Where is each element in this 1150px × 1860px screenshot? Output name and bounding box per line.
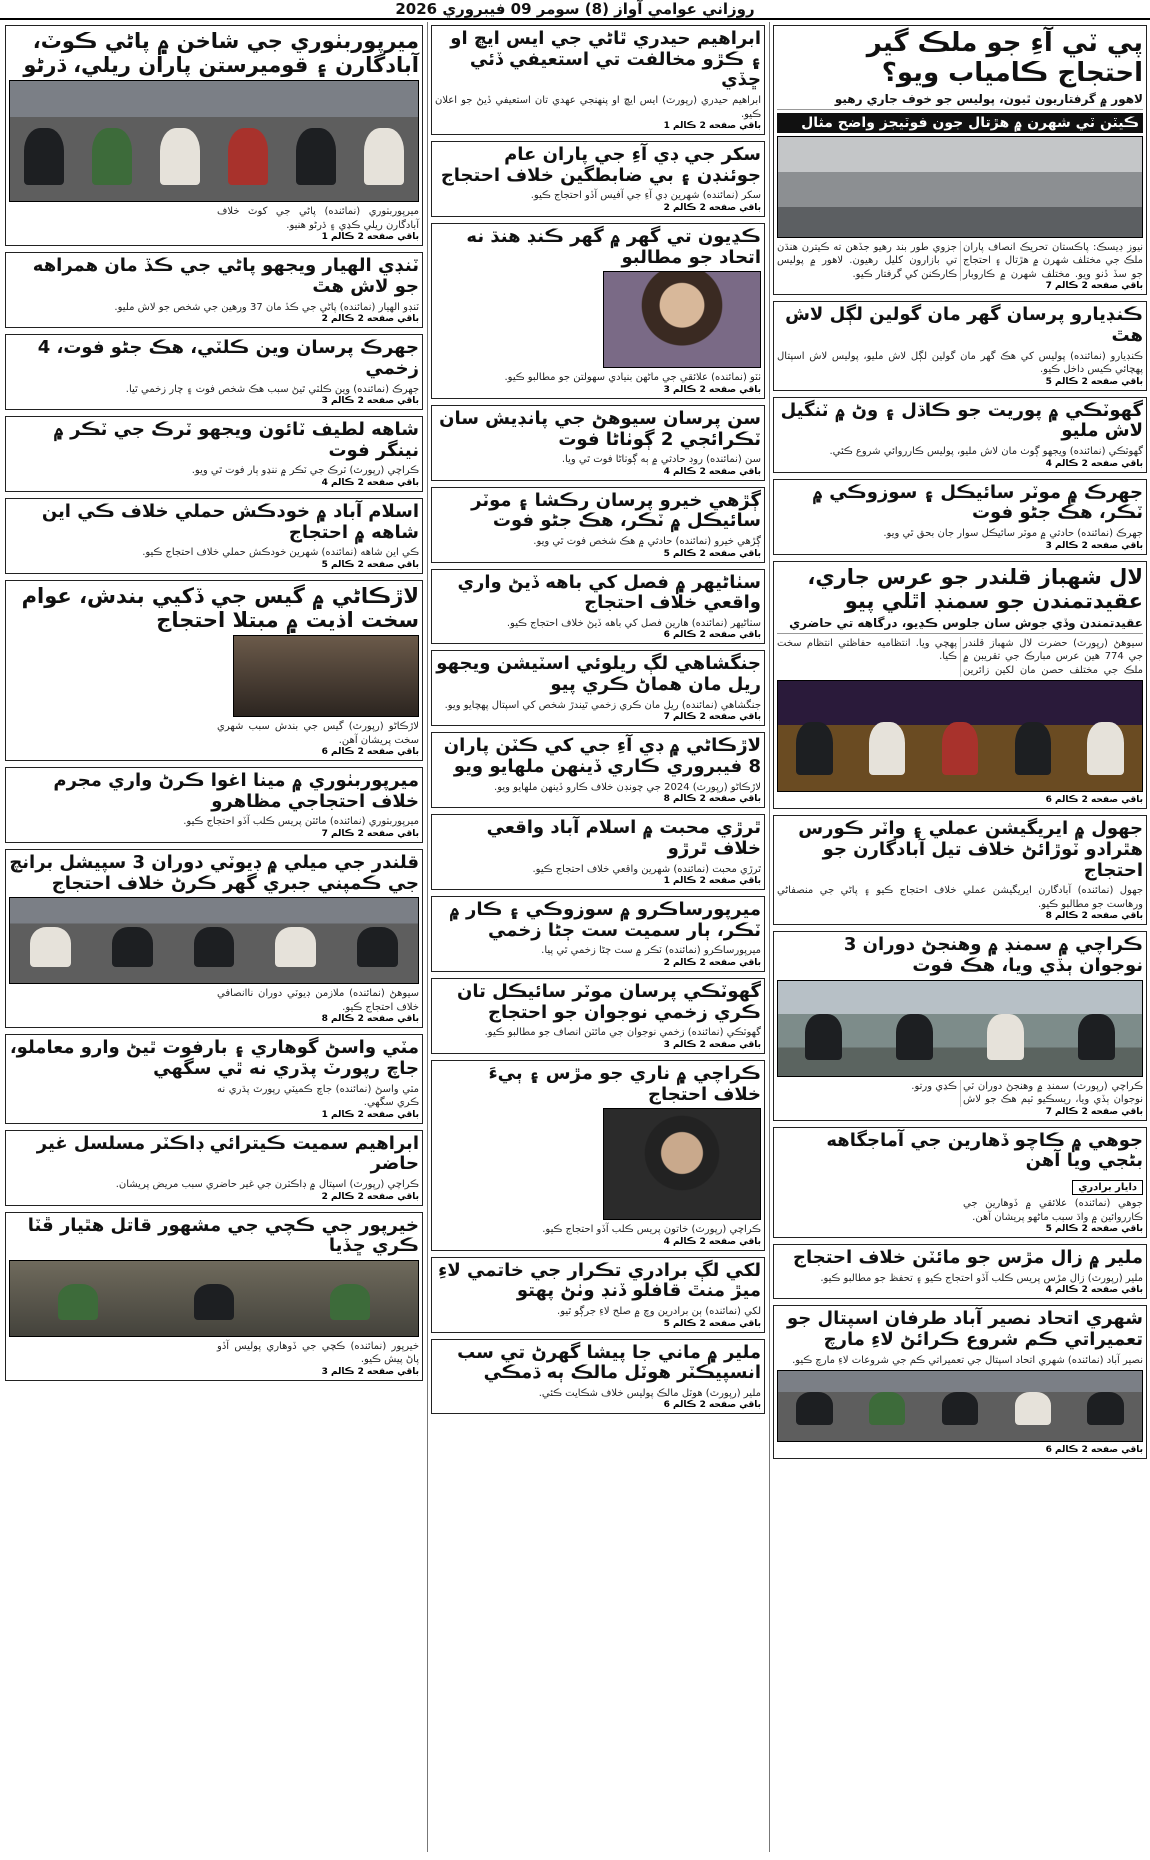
strap: ڪيٽن ٽي شهرن ۾ هڙتال جون فوٽيجز واضح مثال [777, 113, 1143, 133]
continued: باقي صفحه 2 ڪالم 4 [1045, 1285, 1143, 1296]
continued: باقي صفحه 2 ڪالم 3 [321, 1366, 419, 1377]
article-body: ملير (رپورٽ) زال مڙس پريس ڪلب آڏو احتجاج ڪيو ۽ تحفظ جو مطالبو ڪيو. [820, 1272, 1143, 1284]
article-doctors-absent [5, 1130, 423, 1206]
article-karachi-woman [431, 1060, 765, 1251]
article-jhirk-van [5, 334, 423, 410]
article-tando-allahyar [5, 252, 423, 328]
continued: باقي صفحه 2 ڪالم 7 [1045, 281, 1143, 292]
headline: ملير ۾ زال مڙس جو مائٽن خلاف احتجاج [793, 1247, 1143, 1269]
headline: ڪراچي ۾ ناري جو مڙس ۽ ٻيءَ خلاف احتجاج [488, 1062, 761, 1105]
portrait-photo [603, 271, 761, 368]
article-body: لاڙڪاڻو (رپورٽ) گيس جي بندش سبب شهري سخت پريشان آهن. [217, 721, 419, 746]
article-ghotki-youth [431, 978, 765, 1054]
urs-stage-photo [777, 680, 1143, 792]
article-body: ڪراچي (رپورٽ) ٽرڪ جي ٽڪر ۾ ننڍو ٻار فوت ٿي ويو. [191, 465, 419, 477]
article-body: ڪراچي (رپورٽ) اسپتال ۾ ڊاڪٽرن جي غير حاضري سبب مريض پريشان. [115, 1179, 419, 1191]
continued: باقي صفحه 2 ڪالم 1 [663, 876, 761, 887]
headline: ڪراچي ۾ سمنڊ ۾ وهنجڻ دوران 3 نوجوان ٻڏي ويا، هڪ فوت [843, 934, 1143, 977]
continued: باقي صفحه 2 ڪالم 6 [321, 747, 419, 758]
continued: باقي صفحه 2 ڪالم 6 [663, 630, 761, 641]
article-inquiry-report [5, 1034, 423, 1123]
stove-photo [233, 635, 420, 717]
headline: سکر جي ڊي آءِ جي پاران عام جوئنڊن ۽ بي ضابطگين خلاف احتجاج [440, 144, 761, 186]
continued: باقي صفحه 2 ڪالم 4 [663, 1236, 761, 1247]
headline: خيرپور جي ڪچي جي مشهور قاتل هٿيار ڦٽا ڪري ڇڏيا [27, 1214, 419, 1257]
article-johi-kacho [773, 1127, 1147, 1238]
protest-photo [9, 897, 419, 984]
headline: لکي لڳ برادري تڪرار جي خاتمي لاءِ ميڙ منٿ قافلو ڏنڊ وٺڻ پهتو [438, 1259, 761, 1302]
headline: لال شهباز قلندر جو عرس جاري، عقيدتمندن جو سمنڊ اٿلي پيو [807, 564, 1143, 613]
article-body: ملير (رپورٽ) هوٽل مالڪ پوليس خلاف شڪايت ڪئي. [538, 1387, 761, 1399]
article-larkana-gas [5, 580, 423, 761]
continued: باقي صفحه 2 ڪالم 2 [663, 202, 761, 213]
article-ibrahim-hyderi [431, 25, 765, 135]
article-karachi-drowning [773, 931, 1147, 1120]
continued: باقي صفحه 2 ڪالم 4 [1045, 458, 1143, 469]
article-body: ڪراچي (رپورٽ) خاتون پريس ڪلب آڏو احتجاج ڪيو. [542, 1224, 761, 1236]
headline: ميرپوربٺوري ۾ مينا اغوا ڪرڻ واري مجرم خلاف احتجاجي مظاهرو [53, 770, 419, 812]
article-body: سکر (نمائنده) شهرين ڊي آءِ جي آفيس آڏو احتجاج ڪيو. [530, 190, 761, 202]
article-malir-protest [773, 1244, 1147, 1299]
article-mirpursakro [431, 896, 765, 972]
article-body: مٽي واسڻ (نمائنده) جاچ ڪميٽي رپورٽ پڌري نه ڪري سگهي. [217, 1083, 419, 1109]
article-lakki-jirga [431, 1257, 765, 1333]
article-body: ميرپوربٺوري (نمائنده) مائٽن پريس ڪلب آڏو احتجاج ڪيو. [183, 816, 419, 828]
article-khairpur-surrender [5, 1212, 423, 1381]
headline: ڳڙهي خيرو پرسان رڪشا ۽ موٽر سائيڪل ۾ ٽڪر، هڪ جڻو فوت [471, 489, 761, 532]
headline: ابراهيم حيدري ٿاڻي جي ايس ايڇ او ۽ ڪڙو مخالفت تي استعيفي ڏئي ڇڏي [450, 28, 761, 91]
article-demand [431, 223, 765, 399]
article-body: ڳڙهي خيرو (نمائنده) حادثي ۾ هڪ شخص فوت ٿي ويو. [533, 536, 761, 548]
article-kandiaro [773, 301, 1147, 390]
headline: لاڙڪاڻي ۾ گيس جي ڏکيي بندش، عوام سخت اذيت ۾ مبتلا احتجاج [21, 583, 419, 632]
continued: باقي صفحه 2 ڪالم 1 [663, 121, 761, 132]
article-body: لاڙڪاڻو (رپورٽ) 2024 جي چونڊن خلاف ڪارو ڏينهن ملهايو ويو. [494, 781, 761, 793]
headline: ابراهيم سميت ڪيترائي ڊاڪٽر مسلسل غير حاضر [36, 1132, 419, 1175]
article-shah-latif-town [5, 416, 423, 492]
headline: جوهي ۾ ڪاچو ڏهارين جي آماجگاهه بڻجي ويا آهن [826, 1129, 1143, 1172]
police-photo [9, 1260, 419, 1337]
article-crop-fire [431, 569, 765, 645]
article-body: جوهي (نمائنده) علائقي ۾ ڏوهارين جي ڪارروائين ۾ واڌ سبب ماڻهو پريشان آهن. [963, 1198, 1143, 1223]
article-jungshahi-rail [431, 650, 765, 726]
continued: باقي صفحه 2 ڪالم 6 [663, 1400, 761, 1411]
article-body: گهوٽڪي (نمائنده) زخمي نوجوان جي مائٽن انصاف جو مطالبو ڪيو. [484, 1027, 761, 1039]
article-larkana-black-day [431, 732, 765, 808]
headline: سٺاڻيهر ۾ فصل کي باهه ڏيڻ واري واقعي خلاف احتجاج [457, 571, 761, 614]
article-body: خيرپور (نمائنده) ڪچي جي ڏوهاري پوليس آڏو پاڻ پيش ڪيو. [217, 1340, 419, 1366]
headline: مٽي واسڻ گوهاري ۽ بارفوت ٿيڻ وارو معاملو، جاچ رپورٽ پڌري نه ٿي سگهي [9, 1037, 419, 1079]
headline: ڪڍيون تي گهر ۾ گهر ڪنڊ هنڌ نه اتحاد جو مطالبو [466, 225, 761, 268]
continued: باقي صفحه 2 ڪالم 5 [663, 548, 761, 559]
article-body: ٽنڊو الهيار (نمائنده) پاڻي جي ڪڏ مان 37 ورهين جي شخص جو لاش مليو. [114, 301, 419, 313]
continued: باقي صفحه 2 ڪالم 3 [663, 1039, 761, 1050]
article-body: ڪراچي (رپورٽ) سمنڊ ۾ وهنجڻ دوران ٽي نوجوان ٻڏي ويا، ريسڪيو ٽيم هڪ جو لاش ڪڍي ورتو. [911, 1080, 1143, 1106]
street-photo [777, 136, 1143, 238]
article-tharri-mohabbat [431, 814, 765, 890]
continued: باقي صفحه 2 ڪالم 5 [1045, 376, 1143, 387]
continued: باقي صفحه 2 ڪالم 8 [1045, 911, 1143, 922]
article-body: نيوز ڊيسڪ: پاڪستان تحريڪ انصاف پاران ملڪ جي مختلف شهرن ۾ هڙتال ۽ احتجاج جو سڏ ڏنو ويو. مختلف شهرن ۾ ڪاروبار جزوي طور بند رهيو جڏهن ته ڪيترن هنڌن تي بازارون کليل رهيون. لاهور ۾ پوليس ڪارڪنن کي گرفتار ڪيو. [777, 241, 1143, 280]
continued: باقي صفحه 2 ڪالم 5 [1045, 1224, 1143, 1235]
headline: ٿرڙي محبت ۾ اسلام آباد واقعي خلاف ٿرڙو [486, 817, 761, 859]
article-jhol-irrigation [773, 815, 1147, 925]
article-body: جهول (نمائنده) آبادگارن ايريگيشن عملي خلاف احتجاج ڪيو ۽ پاڻي جي منصفاڻي ورهاست جو مطالبو ڪيو. [777, 885, 1143, 910]
headline: ميرپورساڪرو ۾ سوزوڪي ۽ ڪار ۾ ٽڪر، ٻار سميت ست ڄڻا زخمي [449, 899, 761, 941]
article-qalandar-urs [773, 561, 1147, 810]
headline: ميرپوربٺوري جي شاخن ۾ پاڻي ڪوٽ، آبادگارن ۽ قوميرستن پاران ريلي، ڌرڻو [23, 29, 419, 78]
continued: باقي صفحه 2 ڪالم 7 [321, 828, 419, 839]
masthead: روزاني عوامي آواز (8) سومر 09 فيبروري 2026 [0, 0, 1150, 20]
woman-photo [603, 1108, 761, 1220]
column-right [769, 22, 1150, 1852]
headline: سن پرسان سيوهڻ جي پانڊيش سان ٽڪرائجي 2 ڳوٺاڻا فوت [439, 407, 761, 450]
article-body: گهوٽڪي (نمائنده) ويجهو ڳوٺ مان لاش مليو، پوليس ڪارروائي شروع ڪئي. [829, 446, 1143, 458]
article-body: سيوهڻ (نمائنده) ملازمن ڊيوٽي دوران ناانصافي خلاف احتجاج ڪيو. [217, 988, 419, 1013]
continued: باقي صفحه 2 ڪالم 5 [663, 1318, 761, 1329]
article-body: جهرڪ (نمائنده) وين ڪلٽي ٿيڻ سبب هڪ شخص فوت ۽ چار زخمي ٿيا. [125, 383, 419, 395]
continued: باقي صفحه 2 ڪالم 7 [1045, 1106, 1143, 1117]
headline: لاڙڪاڻي ۾ ڊي آءِ جي کي ڪٽن پاران 8 فيبروري ڪاري ڏينهن ملهايو ويو [443, 735, 761, 777]
continued: باقي صفحه 2 ڪالم 7 [663, 712, 761, 723]
article-body: ڪنڊيارو (نمائنده) پوليس کي هڪ گهر مان گولين لڳل لاش مليو، پوليس لاش اسپتال پهچائي ڪيس داخل ڪيو. [777, 350, 1143, 376]
article-body: جهرڪ (نمائنده) حادثي ۾ موٽر سائيڪل سوار جان بحق ٿي ويو. [883, 528, 1143, 539]
column-left [2, 22, 426, 1852]
article-body: ابراهيم حيدري (رپورٽ) ايس ايڇ او پنهنجي عهدي تان استعيفي ڏيڻ جو اعلان ڪيو. [435, 95, 761, 120]
article-sann-accident [431, 405, 765, 481]
continued: باقي صفحه 2 ڪالم 5 [321, 559, 419, 570]
continued: باقي صفحه 2 ڪالم 6 [1045, 795, 1143, 806]
article-body: نصير آباد (نمائنده) شهري اتحاد اسپتال جي تعميراتي ڪم جي شروعات لاءِ مارچ ڪيو. [792, 1354, 1143, 1366]
continued: باقي صفحه 2 ڪالم 4 [321, 477, 419, 488]
article-body: ٺٽو (نمائنده) علائقي جي ماڻهن بنيادي سهولتن جو مطالبو ڪيو. [504, 372, 761, 384]
headline: جهول ۾ ايريگيشن عملي ۽ واٽر ڪورس هٿرادو ٽوڙائڻ خلاف تيل آبادگارن جو احتجاج [798, 818, 1143, 881]
article-malir-hotel [431, 1339, 765, 1415]
headline: ڪنڊيارو پرسان گهر مان گولين لڳل لاش هٿ [785, 304, 1143, 347]
continued: باقي صفحه 2 ڪالم 3 [663, 384, 761, 395]
headline: قلندر جي ميلي ۾ ڊيوٽي دوران 3 سپيشل برانچ جي ڪمپني جبري گهر ڪرڻ خلاف احتجاج [9, 851, 419, 894]
continued: باقي صفحه 2 ڪالم 6 [1045, 1445, 1143, 1456]
article-mirpurbathoro-rally [5, 25, 423, 246]
article-body: سن (نمائنده) روڊ حادثي ۾ ٻه ڳوٺاڻا فوت ٿي ويا. [561, 454, 761, 466]
headline: جنگشاهي لڳ ريلوئي اسٽيشن ويجهو ريل مان هماڻ ڪري پيو [436, 653, 761, 696]
march-photo [777, 1370, 1143, 1442]
continued: باقي صفحه 2 ڪالم 8 [663, 794, 761, 805]
headline: پي ٽي آءِ جو ملڪ گير احتجاج ڪامياب ويو؟ [866, 28, 1143, 88]
article-sukkur-dig [431, 141, 765, 217]
article-ghotki-body [773, 397, 1147, 473]
continued: باقي صفحه 2 ڪالم 2 [321, 314, 419, 325]
headline: جهرڪ ۾ موٽر سائيڪل ۽ سوزوڪي ۾ ٽڪر، هڪ جڻو فوت [812, 481, 1143, 524]
article-garhi-khairo [431, 487, 765, 563]
headline: ملير ۾ ماني جا پيشا گهرڻ تي سب انسپيڪٽر هوٽل مالڪ ٻه ڌمڪي [457, 1341, 761, 1384]
rally-photo [9, 80, 419, 202]
continued: باقي صفحه 2 ڪالم 2 [321, 1191, 419, 1202]
subhead: عقيدتمندن وڏي جوش سان جلوس ڪڍيو، درگاهه تي حاضري [777, 616, 1143, 634]
continued: باقي صفحه 2 ڪالم 3 [1045, 540, 1143, 551]
tag-badge: دايار برادري [1072, 1180, 1143, 1195]
article-body: ميرپورساڪرو (نمائنده) ٽڪر ۾ ست ڄڻا زخمي ٿي پيا. [541, 945, 761, 957]
continued: باقي صفحه 2 ڪالم 3 [321, 396, 419, 407]
headline: جهرڪ پرسان وين ڪلٽي، هڪ جڻو فوت، 4 زخمي [37, 337, 419, 379]
article-pti-protest [773, 25, 1147, 295]
continued: باقي صفحه 2 ڪالم 1 [321, 1109, 419, 1120]
headline: شاهه لطيف ٽائون ويجهو ٽرڪ جي ٽڪر ۾ نينگر فوت [53, 419, 419, 461]
article-body: سٺاڻيهر (نمائنده) هارين فصل کي باهه ڏيڻ خلاف احتجاج ڪيو. [506, 617, 761, 629]
article-mirpurbathoro-abduction [5, 767, 423, 843]
beach-photo [777, 980, 1143, 1077]
article-special-branch [5, 849, 423, 1028]
headline: ٽنڊي الهيار ويجهو پاڻي جي ڪڏ مان همراهه جو لاش هٿ [32, 255, 419, 297]
column-middle [427, 22, 768, 1852]
article-body: لکي (نمائنده) ٻن برادرين وچ ۾ صلح لاءِ جرڳو ٿيو. [557, 1306, 761, 1318]
article-nasirabad-march [773, 1305, 1147, 1459]
article-body: ميرپوربٺوري (نمائنده) پاڻي جي کوٽ خلاف آبادگارن ريلي ڪڍي ۽ ڌرڻو هنيو. [217, 206, 419, 231]
article-kn-shah [5, 498, 423, 574]
article-body: سيوهڻ (رپورٽ) حضرت لال شهباز قلندر جي 774 هين عرس مبارڪ جي تقريبن ۾ ملڪ جي مختلف حصن مان لکين زائرين پهچي ويا. انتظاميه حفاظتي انتظام سخت ڪيا. [777, 637, 1143, 676]
headline: شهري اتحاد نصير آباد طرفان اسپتال جو تعميراتي ڪم شروع ڪرائڻ لاءِ مارچ [786, 1308, 1143, 1350]
headline: گهوٽڪي ۾ پوريت جو ڪاڌل ۽ وڻ ۾ ٽنگيل لاش مليو [780, 399, 1143, 442]
article-body: ٿرڙي محبت (نمائنده) شهرين واقعي خلاف احتجاج ڪيو. [532, 863, 761, 875]
continued: باقي صفحه 2 ڪالم 4 [663, 466, 761, 477]
continued: باقي صفحه 2 ڪالم 8 [321, 1014, 419, 1025]
article-body: ڪي اين شاهه (نمائنده) شهرين خودڪش حملي خلاف احتجاج ڪيو. [142, 547, 419, 559]
article-jhirk-accident [773, 479, 1147, 555]
subhead: لاهور ۾ گرفتاريون ٿيون، پوليس جو خوف جاري رهيو [777, 92, 1143, 110]
headline: گهوٽڪي پرسان موٽر سائيڪل تان ڪري زخمي نوجوان جو احتجاج [457, 980, 761, 1023]
article-body: جنگشاهي (نمائنده) ريل مان ڪري زخمي ٿيندڙ شخص کي اسپتال پهچايو ويو. [444, 699, 761, 711]
continued: باقي صفحه 2 ڪالم 2 [663, 957, 761, 968]
headline: اسلام آباد ۾ خودڪش حملي خلاف ڪي اين شاهه ۾ احتجاج [41, 500, 419, 543]
continued: باقي صفحه 2 ڪالم 1 [321, 232, 419, 243]
